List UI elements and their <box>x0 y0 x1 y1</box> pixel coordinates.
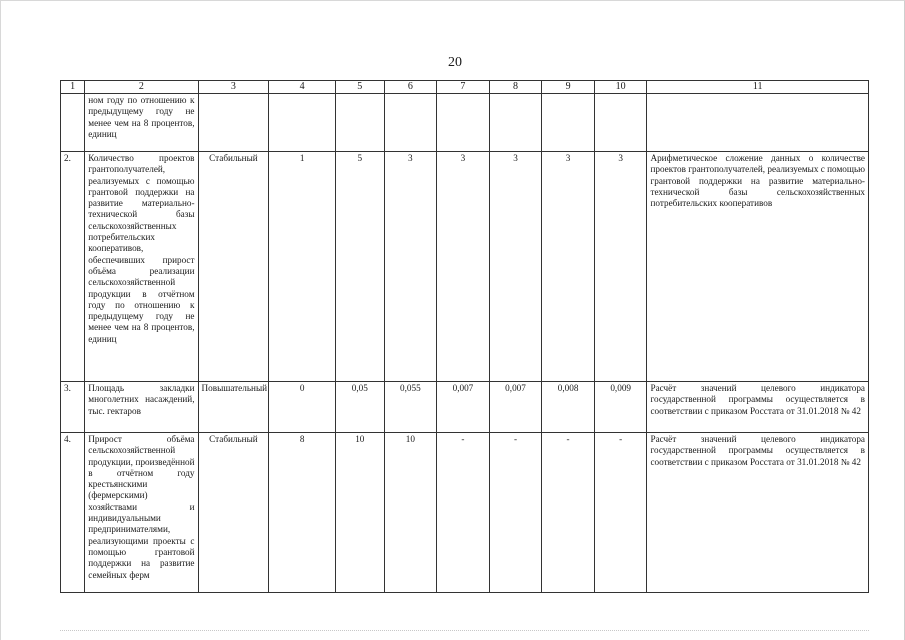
indicator-status: Стабильный <box>198 433 269 593</box>
indicator-name: Количество проектов грантополучателей, реализуемых с помощью грантовой поддержки на развитие материально-технической базы сельскохозяйственных потребительских кооперативов, обеспечивших прирост объёма реализации сельскохозяйственной продукции в отчётном году по отношению к предыдущему году не менее чем на 8 процентов, единиц <box>85 152 198 382</box>
value-col-5 <box>336 94 385 152</box>
value-col-9 <box>542 94 595 152</box>
header-row <box>61 81 869 94</box>
indicator-status: Повышательный <box>198 382 269 433</box>
col-header-6: 6 <box>384 81 437 94</box>
value-col-8: - <box>489 433 542 593</box>
value-col-6: 0,055 <box>384 382 437 433</box>
page-number: 20 <box>448 55 462 70</box>
indicator-status: Стабильный <box>198 152 269 382</box>
value-col-6: 3 <box>384 152 437 382</box>
col-header-7: 7 <box>437 81 490 94</box>
value-col-8 <box>489 94 542 152</box>
value-col-4: 0 <box>269 382 336 433</box>
indicator-status <box>198 94 269 152</box>
table-row <box>61 433 869 593</box>
value-col-10: - <box>594 433 647 593</box>
row-number <box>61 94 85 152</box>
value-col-4 <box>269 94 336 152</box>
row-number: 2. <box>61 152 85 382</box>
value-col-4: 8 <box>269 433 336 593</box>
col-header-3: 3 <box>198 81 269 94</box>
value-col-8: 3 <box>489 152 542 382</box>
value-col-6: 10 <box>384 433 437 593</box>
value-col-6 <box>384 94 437 152</box>
col-header-8: 8 <box>489 81 542 94</box>
value-col-7 <box>437 94 490 152</box>
col-header-4: 4 <box>269 81 336 94</box>
indicator-name: Площадь закладки многолетних насаждений, тыс. гектаров <box>85 382 198 433</box>
calculation-note: Расчёт значений целевого индикатора государственной программы осуществляется в соответствии с приказом Росстата от 31.01.2018 № 42 <box>647 382 869 433</box>
col-header-11: 11 <box>647 81 869 94</box>
value-col-5: 0,05 <box>336 382 385 433</box>
value-col-8: 0,007 <box>489 382 542 433</box>
value-col-10 <box>594 94 647 152</box>
col-header-10: 10 <box>594 81 647 94</box>
calculation-note: Арифметическое сложение данных о количестве проектов грантополучателей, реализуемых с помощью грантовой поддержки на развитие материально-технической базы сельскохозяйственных потребительских кооперативов <box>647 152 869 382</box>
col-header-9: 9 <box>542 81 595 94</box>
value-col-10: 0,009 <box>594 382 647 433</box>
value-col-7: 3 <box>437 152 490 382</box>
calculation-note <box>647 94 869 152</box>
value-col-4: 1 <box>269 152 336 382</box>
value-col-5: 5 <box>336 152 385 382</box>
calculation-note: Расчёт значений целевого индикатора государственной программы осуществляется в соответствии с приказом Росстата от 31.01.2018 № 42 <box>647 433 869 593</box>
table-row <box>61 94 869 152</box>
value-col-5: 10 <box>336 433 385 593</box>
value-col-9: 3 <box>542 152 595 382</box>
row-number: 3. <box>61 382 85 433</box>
value-col-9: 0,008 <box>542 382 595 433</box>
value-col-10: 3 <box>594 152 647 382</box>
indicator-name: Прирост объёма сельскохозяйственной продукции, произведённой в отчётном году крестьянскими (фермерскими) хозяйствами и индивидуальными предпринимателями, реализующими проекты с помощью грантовой поддержки на развитие семейных ферм <box>85 433 198 593</box>
col-header-2: 2 <box>85 81 198 94</box>
indicators-table <box>60 80 869 593</box>
table-row <box>61 152 869 382</box>
value-col-9: - <box>542 433 595 593</box>
col-header-5: 5 <box>336 81 385 94</box>
table-row <box>61 382 869 433</box>
value-col-7: 0,007 <box>437 382 490 433</box>
col-header-1: 1 <box>61 81 85 94</box>
row-number: 4. <box>61 433 85 593</box>
scan-footer-noise <box>60 630 869 633</box>
indicator-name: ном году по отношению к предыдущему году не менее чем на 8 процентов, единиц <box>85 94 198 152</box>
value-col-7: - <box>437 433 490 593</box>
